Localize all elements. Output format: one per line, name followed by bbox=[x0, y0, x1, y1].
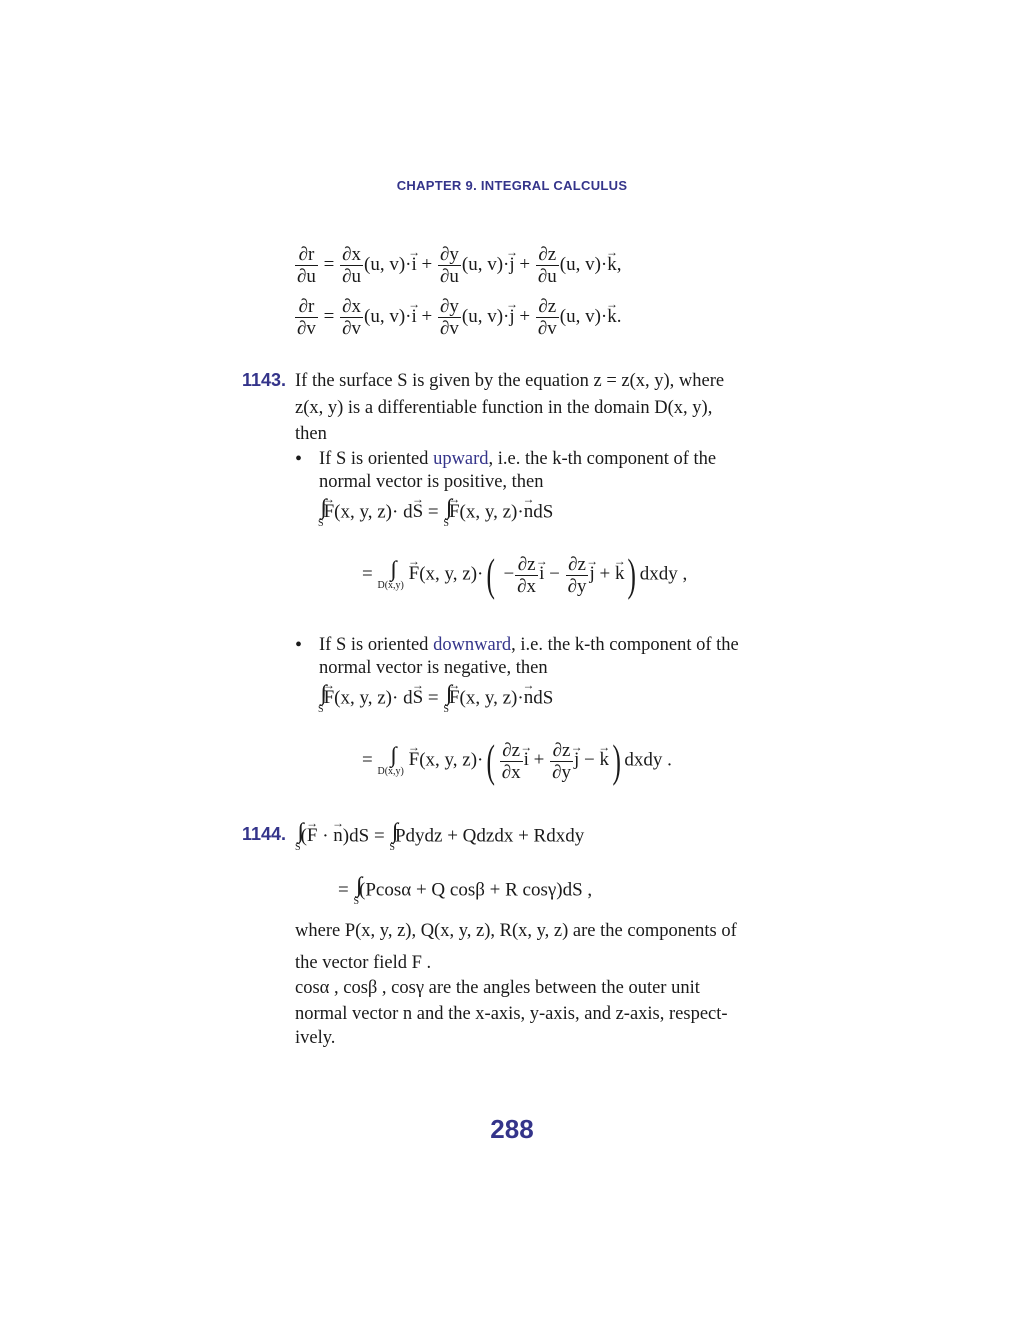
bullet-downward-line1: If S is oriented downward, i.e. the k-th component of the bbox=[319, 635, 739, 655]
item-1144-text1: where P(x, y, z), Q(x, y, z), R(x, y, z) are the components of bbox=[295, 921, 737, 941]
upward-surface-integral: ∫∫ S → F(x, y, z)· d→ S = ∫∫ S → F(x, y, z)·→ ndS bbox=[318, 496, 553, 530]
bullet-upward-line2: normal vector is positive, then bbox=[319, 472, 544, 492]
item-number-1144: 1144. bbox=[242, 824, 287, 844]
downward-double-integral: = ∫∫ D(x,y) → F(x, y, z)·( $\frac{\partial z}{\partial x}$ → i + $\frac{\partial z}{\partial y}$ → j − → k) dxdy . bbox=[362, 738, 672, 784]
item-1144-eq1: ∫∫ S (→ F · → n)dS = ∫∫ S Pdydz + Qdzdx + Rdxdy bbox=[295, 820, 584, 854]
downward-term: downward bbox=[433, 635, 512, 655]
bullet-dot: • bbox=[295, 448, 303, 470]
item-1144-text5: ively. bbox=[295, 1028, 336, 1048]
item-1144-text3: cosα , cosβ , cosγ are the angles between the outer unit bbox=[295, 978, 700, 998]
formula-dr-dv: $\frac{\partial r}{\partial v}$ = $\frac{\partial x}{\partial v}$ (u, v)·→ i + $\frac{\partial y}{\partial v}$ (u, v)·→ j + $\frac{\partial z}{\partial v}$ (u, v)·→ k. bbox=[294, 296, 621, 339]
item-1144-text4: normal vector n and the x-axis, y-axis, and z-axis, respect- bbox=[295, 1004, 728, 1024]
chapter-header: CHAPTER 9. INTEGRAL CALCULUS bbox=[396, 178, 628, 193]
item-1143-line3: then bbox=[295, 424, 327, 444]
upward-term: upward bbox=[433, 449, 489, 469]
item-1143-line2: z(x, y) is a differentiable function in the domain D(x, y), bbox=[295, 398, 713, 418]
item-1144-eq2: = ∫∫ S (Pcosα + Q cosβ + R cosγ)dS , bbox=[338, 872, 593, 907]
page-number: 288 bbox=[490, 1114, 534, 1144]
bullet-downward-line2: normal vector is negative, then bbox=[319, 658, 548, 678]
bullet-dot: • bbox=[295, 634, 303, 656]
upward-double-integral: = ∫∫ D(x,y) → F(x, y, z)·( − $\frac{\partial z}{\partial x}$ → i − $\frac{\partial z}{\partial y}$ → j + → k) dxdy , bbox=[362, 552, 687, 598]
formula-dr-du: $\frac{\partial r}{\partial u}$ = $\frac{\partial x}{\partial u}$ (u, v)·→ i + $\frac{\partial y}{\partial u}$ (u, v)·→ j + $\frac{\partial z}{\partial u}$ (u, v)·→ k, bbox=[294, 244, 621, 287]
item-1143-line1: If the surface S is given by the equation z = z(x, y), where bbox=[295, 371, 725, 391]
item-1144-text2: the vector field F . bbox=[295, 953, 432, 973]
downward-surface-integral: ∫∫ S → F(x, y, z)· d→ S = ∫∫ S → F(x, y, z)·→ ndS bbox=[318, 682, 553, 716]
bullet-upward-line1: If S is oriented upward, i.e. the k-th component of the bbox=[319, 449, 717, 469]
item-number-1143: 1143. bbox=[242, 370, 287, 390]
